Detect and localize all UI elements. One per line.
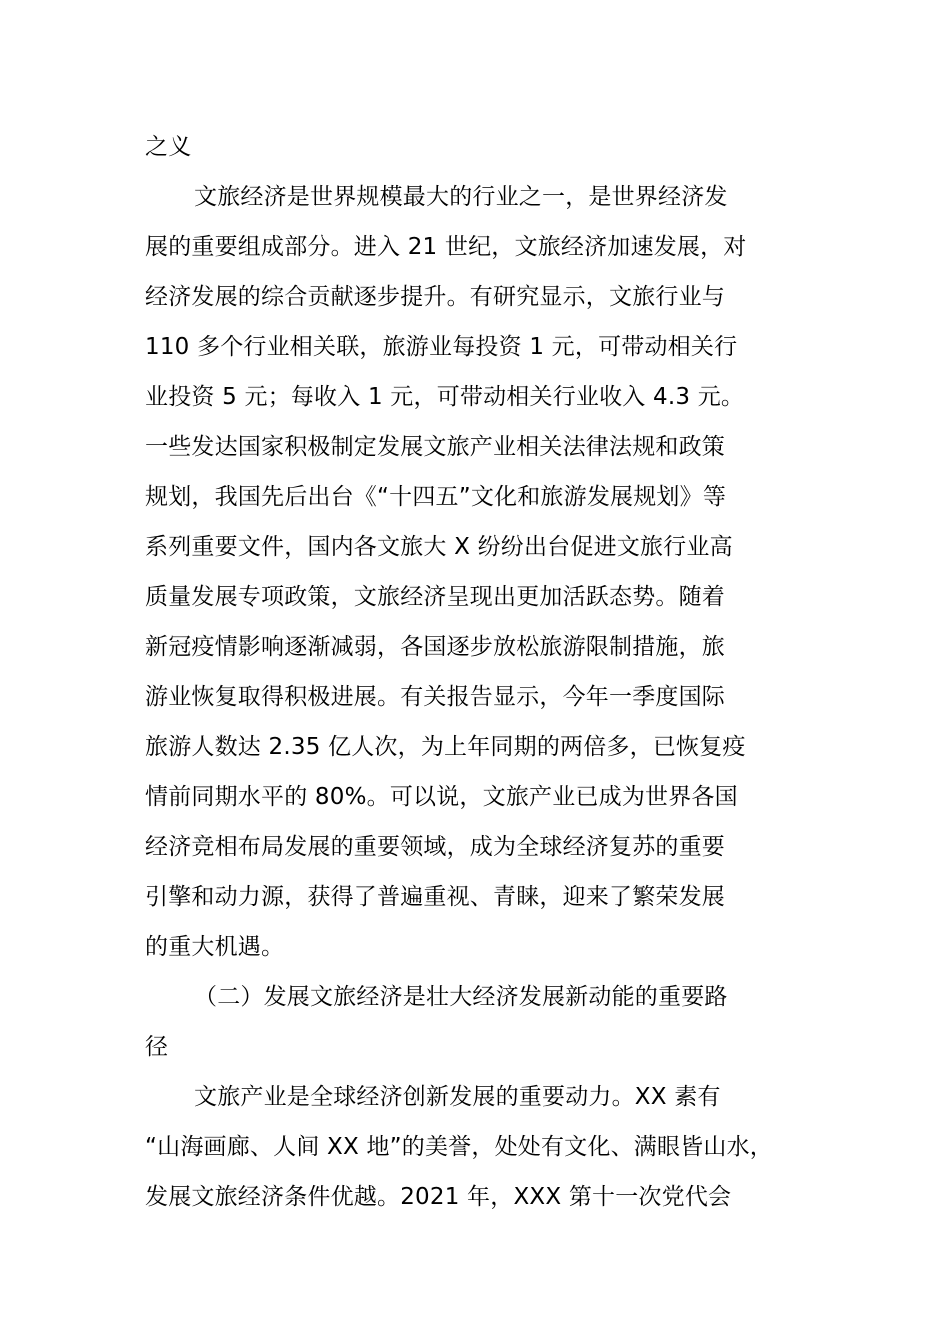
text-line: 系列重要文件，国内各文旅大 X 纷纷出台促进文旅行业高 [145, 534, 733, 560]
text-line: 质量发展专项政策，文旅经济呈现出更加活跃态势。随着 [145, 584, 725, 610]
text-line: 的重大机遇。 [145, 934, 285, 960]
text-line: “山海画廊、人间 XX 地”的美誉，处处有文化、满眼皆山水， [145, 1134, 773, 1160]
paragraph-1-first-line: 文旅经济是世界规模最大的行业之一，是世界经济发 [194, 184, 728, 210]
text-line: 展的重要组成部分。进入 21 世纪，文旅经济加速发展，对 [145, 234, 747, 260]
text-line: 旅游人数达 2.35 亿人次，为上年同期的两倍多，已恢复疫 [145, 734, 746, 760]
text-line: 引擎和动力源，获得了普遍重视、青睐，迎来了繁荣发展 [145, 884, 725, 910]
paragraph-2-first-line: 文旅产业是全球经济创新发展的重要动力。XX 素有 [194, 1084, 721, 1110]
text-line: 经济竞相布局发展的重要领域，成为全球经济复苏的重要 [145, 834, 725, 860]
text-line: 游业恢复取得积极进展。有关报告显示，今年一季度国际 [145, 684, 725, 710]
text-line: 一些发达国家积极制定发展文旅产业相关法律法规和政策 [145, 434, 725, 460]
text-line: 情前同期水平的 80%。可以说，文旅产业已成为世界各国 [145, 784, 738, 810]
section-heading-2: （二）发展文旅经济是壮大经济发展新动能的重要路 [194, 984, 728, 1010]
section-heading-2-continued: 径 [145, 1034, 169, 1060]
text-line: 规划，我国先后出台《“十四五”文化和旅游发展规划》等 [145, 484, 727, 510]
text-line: 110 多个行业相关联，旅游业每投资 1 元，可带动相关行 [145, 334, 738, 360]
text-line: 之义 [145, 134, 192, 160]
text-line: 经济发展的综合贡献逐步提升。有研究显示，文旅行业与 [145, 284, 725, 310]
text-line: 业投资 5 元；每收入 1 元，可带动相关行业收入 4.3 元。 [145, 384, 745, 410]
text-line: 新冠疫情影响逐渐减弱，各国逐步放松旅游限制措施，旅 [145, 634, 725, 660]
text-line: 发展文旅经济条件优越。2021 年，XXX 第十一次党代会 [145, 1184, 732, 1210]
